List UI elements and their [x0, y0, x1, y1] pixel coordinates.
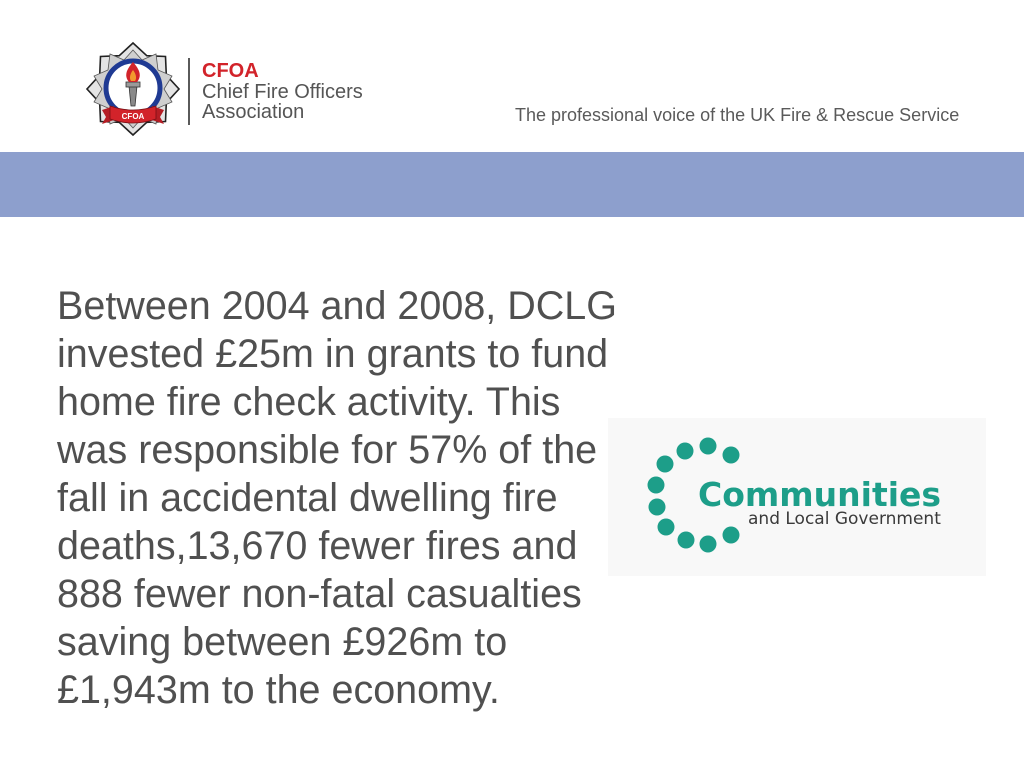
header-band	[0, 152, 1024, 217]
logo-dot	[700, 438, 717, 455]
logo-divider	[188, 58, 190, 125]
logo-dot	[657, 456, 674, 473]
logo-dot	[648, 477, 665, 494]
logo-dot	[678, 532, 695, 549]
tagline: The professional voice of the UK Fire & Rescue Service	[515, 105, 960, 125]
logo-dot	[658, 519, 675, 536]
logo-dot	[700, 536, 717, 553]
logo-dot	[677, 443, 694, 460]
org-name-line-2: Association	[202, 101, 305, 123]
org-abbreviation: CFOA	[202, 60, 259, 82]
body-paragraph: Between 2004 and 2008, DCLG invested £25m in grants to fund home fire check activity. This was responsible for 57% of the fall in accidental dwelling fire deaths,13,670 fewer fires and 888 fewer non-fatal casualties saving between £926m to £1,943m to the economy.	[57, 284, 617, 712]
logo-dot	[649, 499, 666, 516]
partner-name: Communities	[698, 475, 942, 514]
partner-logo	[608, 418, 986, 576]
badge-text: CFOA	[121, 112, 145, 121]
logo-dot	[723, 447, 740, 464]
logo-dot	[723, 527, 740, 544]
partner-subtitle: and Local Government	[748, 509, 941, 529]
cfoa-star-badge-icon	[79, 40, 187, 138]
org-name-line-1: Chief Fire Officers	[202, 81, 363, 103]
